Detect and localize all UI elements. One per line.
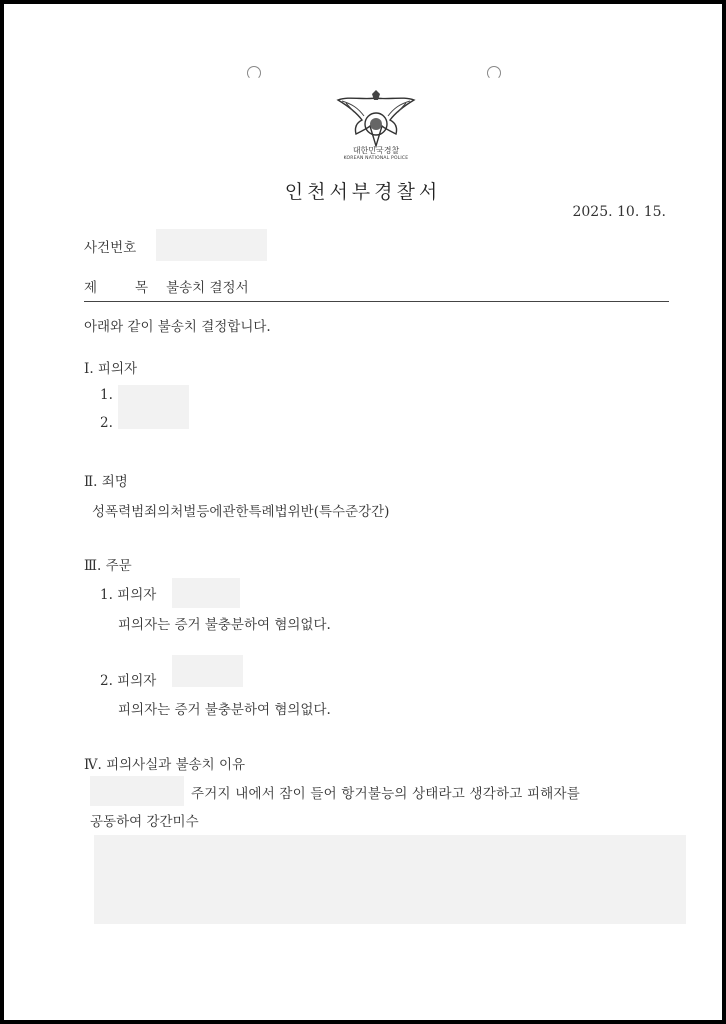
subject-value: 불송치 결정서: [166, 280, 249, 296]
emblem-title: 대한민국경찰: [352, 146, 400, 155]
disposition-2-label: 2. 피의자: [100, 673, 157, 689]
document-date: 2025. 10. 15.: [572, 204, 666, 220]
emblem-subtitle: KOREAN NATIONAL POLICE: [343, 156, 409, 161]
facts-line-1: 주거지 내에서 잠이 들어 항거불능의 상태라고 생각하고 피해자를: [191, 786, 580, 802]
redacted-suspects: [118, 385, 189, 429]
punch-hole-right: [487, 66, 501, 80]
subject-row: [84, 276, 249, 296]
redacted-facts-body: [94, 835, 686, 924]
section-4-heading: Ⅳ. 피의사실과 불송치 이유: [84, 757, 246, 773]
suspect-item-2-number: 2.: [100, 415, 113, 431]
suspect-item-1-number: 1.: [100, 387, 113, 403]
section-3-heading: Ⅲ. 주문: [84, 558, 132, 574]
intro-text: 아래와 같이 불송치 결정합니다.: [84, 319, 271, 335]
disposition-2-text: 피의자는 증거 불충분하여 혐의없다.: [118, 702, 331, 718]
charge-text: 성폭력범죄의처벌등에관한특례법위반(특수준강간): [92, 504, 390, 520]
subject-label-1: 제: [84, 280, 98, 296]
subject-label-2: 목: [135, 280, 149, 296]
facts-line-2: 공동하여 강간미수: [90, 814, 199, 830]
disposition-1-label: 1. 피의자: [100, 587, 157, 603]
redacted-case-number: [156, 229, 267, 261]
police-emblem-icon: [334, 90, 418, 150]
case-number-label: 사건번호: [84, 240, 137, 256]
section-1-heading: Ⅰ. 피의자: [84, 361, 138, 377]
section-2-heading: Ⅱ. 죄명: [84, 474, 128, 490]
header-divider: [84, 301, 669, 302]
emblem-caption: [324, 146, 428, 162]
punch-hole-left: [247, 66, 261, 80]
redacted-suspect-2-name: [172, 655, 243, 687]
redacted-suspect-1-name: [172, 578, 240, 608]
agency-title: 인천서부경찰서: [284, 181, 442, 203]
disposition-1-text: 피의자는 증거 불충분하여 혐의없다.: [118, 617, 331, 633]
redacted-facts-start: [90, 776, 184, 806]
